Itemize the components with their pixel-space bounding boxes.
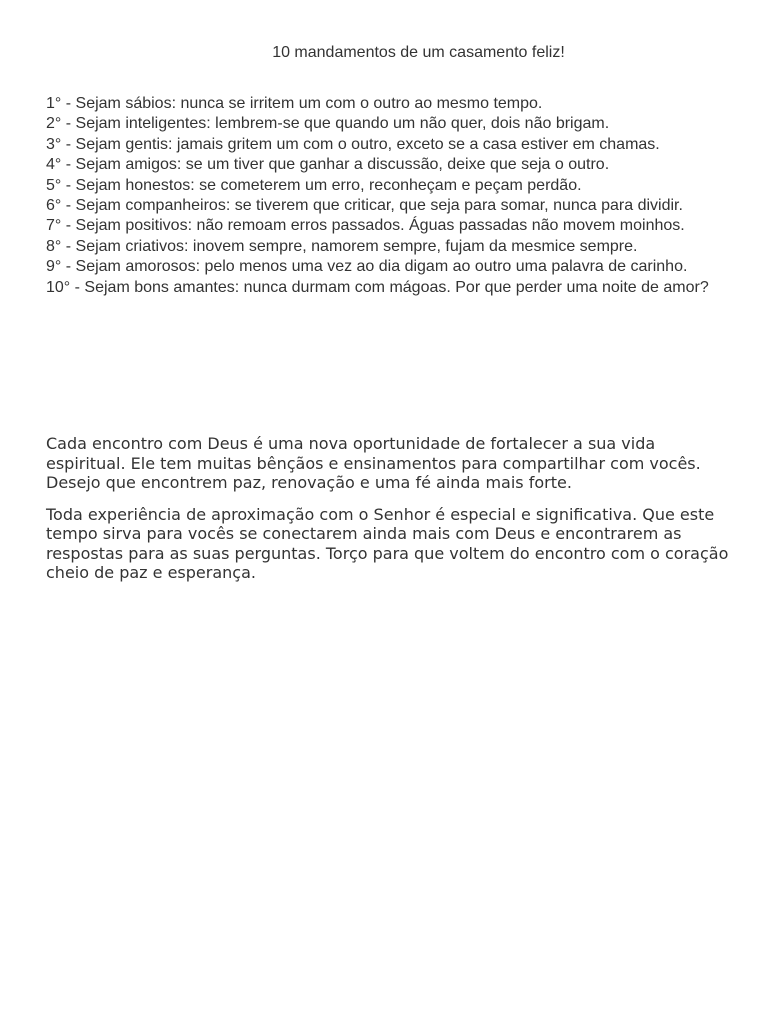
commandment-item: 2° - Sejam inteligentes: lembrem-se que quando um não quer, dois não brigam. [46,115,610,133]
commandment-item: 1° - Sejam sábios: nunca se irritem um com o outro ao mesmo tempo. [46,95,543,112]
commandment-item: 10° - Sejam bons amantes: nunca durmam com mágoas. Por que perder uma noite de amor? [46,278,709,296]
commandment-item: 6° - Sejam companheiros: se tiverem que criticar, que seja para somar, nunca para dividir. [46,197,683,215]
commandment-item: 4° - Sejam amigos: se um tiver que ganhar a discussão, deixe que seja o outro. [46,156,610,174]
commandment-item: 5° - Sejam honestos: se cometerem um erro, reconheçam e peçam perdão. [46,176,582,194]
commandment-item: 7° - Sejam positivos: não remoam erros passados. Águas passadas não movem moinhos. [46,217,685,235]
commandment-item: 3° - Sejam gentis: jamais gritem um com o outro, exceto se a casa estiver em chamas. [46,135,660,153]
reflection-section [46,434,736,595]
commandment-item: 8° - Sejam criativos: inovem sempre, namorem sempre, fujam da mesmice sempre. [46,237,638,255]
reflection-paragraph: Cada encontro com Deus é uma nova oportunidade de fortalecer a sua vida espiritual. Ele tem muitas bênçãos e ensinamentos para compartilhar com vocês. Desejo que encontrem paz, renovação e uma fé ainda mais forte. [46,434,701,492]
page-title: 10 mandamentos de um casamento feliz! [272,44,565,61]
commandment-item: 9° - Sejam amorosos: pelo menos uma vez ao dia digam ao outro uma palavra de carinho. [46,258,688,276]
commandments-list [46,94,726,298]
reflection-paragraph: Toda experiência de aproximação com o Senhor é especial e significativa. Que este tempo sirva para vocês se conectarem ainda mais com Deus e encontrarem as respostas para as suas perguntas. Torço para que voltem do encontro com o coração cheio de paz e esperança. [46,504,729,582]
